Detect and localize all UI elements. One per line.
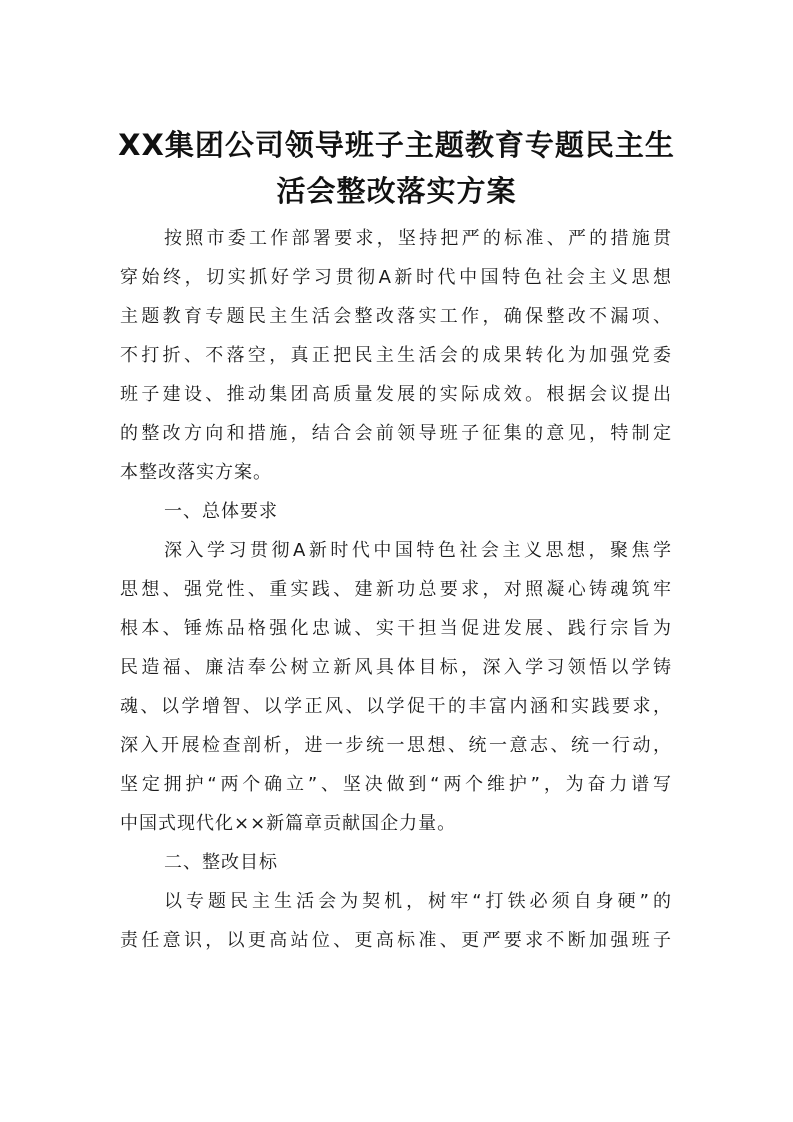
section-heading-overall-requirements: 一、总体要求 [164, 501, 278, 522]
intro-line: 主题教育专题民主生活会整改落实工作，确保整改不漏项、 [120, 306, 672, 327]
section1-line: 思想、强党性、重实践、建新功总要求，对照凝心铸魂筑牢 [120, 579, 672, 600]
intro-line: 不打折、不落空，真正把民主生活会的成果转化为加强党委 [120, 345, 672, 366]
intro-line: 班子建设、推动集团高质量发展的实际成效。根据会议提出 [120, 384, 672, 405]
section2-line: 责任意识，以更高站位、更高标准、更严要求不断加强班子 [120, 930, 672, 951]
section1-line: 魂、以学增智、以学正风、以学促干的丰富内涵和实践要求， [120, 696, 672, 717]
intro-line: 穿始终，切实抓好学习贯彻A新时代中国特色社会主义思想 [120, 267, 672, 288]
intro-line: 的整改方向和措施，结合会前领导班子征集的意见，特制定 [120, 423, 672, 444]
section-heading-rectification-goals: 二、整改目标 [164, 852, 278, 873]
document-title-line-2: 活会整改落实方案 [276, 174, 517, 208]
intro-line: 按照市委工作部署要求，坚持把严的标准、严的措施贯 [164, 228, 672, 249]
document-body [120, 219, 672, 960]
section2-line: 以专题民主生活会为契机，树牢“打铁必须自身硬”的 [164, 891, 672, 912]
section1-line: 深入开展检查剖析，进一步统一思想、统一意志、统一行动， [120, 735, 672, 756]
section1-line: 坚定拥护“两个确立”、坚决做到“两个维护”，为奋力谱写 [120, 774, 672, 795]
section1-line: 根本、锤炼品格强化忠诚、实干担当促进发展、践行宗旨为 [120, 618, 672, 639]
section1-line: 深入学习贯彻A新时代中国特色社会主义思想，聚焦学 [164, 540, 672, 561]
document-title-line-1: XX集团公司领导班子主题教育专题民主生 [118, 128, 675, 162]
intro-line: 本整改落实方案。 [120, 462, 272, 483]
section1-line: 中国式现代化××新篇章贡献国企力量。 [120, 813, 457, 834]
section1-line: 民造福、廉洁奉公树立新风具体目标，深入学习领悟以学铸 [120, 657, 672, 678]
